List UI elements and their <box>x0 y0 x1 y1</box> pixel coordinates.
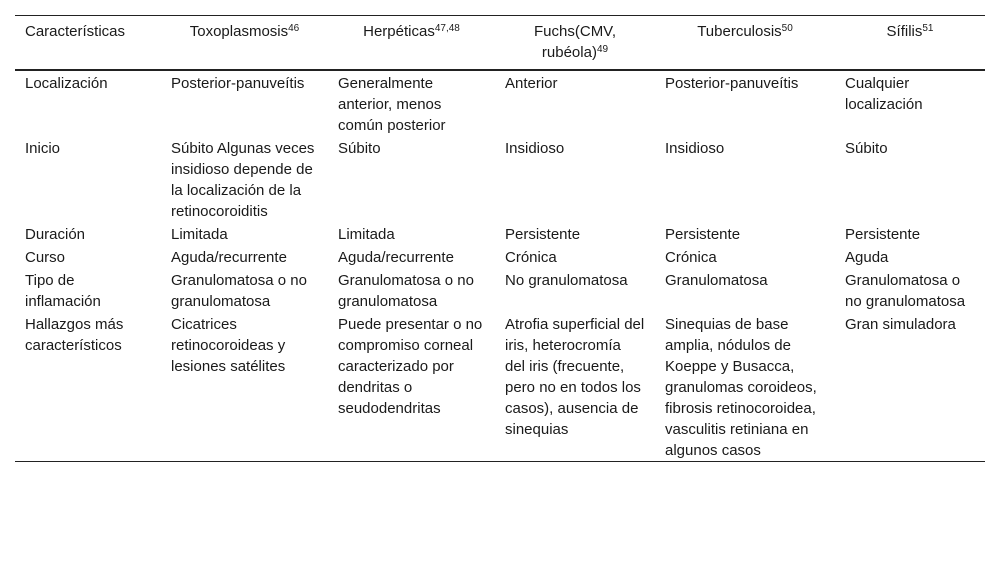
table-cell: Insidioso <box>505 140 565 157</box>
table-header-row <box>15 16 985 71</box>
table-cell: Persistente <box>665 226 741 243</box>
table-cell: Granulomatosa o no granulomatosa <box>171 272 307 310</box>
table-cell: Insidioso <box>665 140 725 157</box>
header-tuberculosis: Tuberculosis$^{50}$ <box>697 23 793 40</box>
table-cell: Crónica <box>665 249 717 266</box>
table-cell: Hallazgos más característicos <box>25 316 124 354</box>
table-cell: Limitada <box>171 226 228 243</box>
table-cell: Duración <box>25 226 86 243</box>
table-cell: Tipo de inflamación <box>25 272 101 310</box>
table-cell: Puede presentar o no compromiso corneal caracterizado por dendritas o seudodendritas <box>338 316 483 417</box>
table-cell: Súbito Algunas veces insidioso depende de la localización de la retinocoroiditis <box>171 140 315 220</box>
table-cell: Aguda <box>845 249 889 266</box>
table-cell: Curso <box>25 249 66 266</box>
table-cell: Crónica <box>505 249 557 266</box>
table-cell: Posterior-panuveítis <box>665 75 799 92</box>
table-cell: Súbito <box>845 140 888 157</box>
table-cell: Anterior <box>505 75 558 92</box>
reference-sup: 46 <box>288 23 300 34</box>
table-cell: Sinequias de base amplia, nódulos de Koeppe y Busacca, granulomas coroideos, fibrosis retinocoroidea, vasculitis retiniana en algunos casos <box>665 316 817 459</box>
table-cell: Persistente <box>505 226 581 243</box>
table-cell: Aguda/recurrente <box>338 249 454 266</box>
table-cell: No granulomatosa <box>505 272 628 289</box>
table-cell: Gran simuladora <box>845 316 956 333</box>
table-cell: Cualquier localización <box>845 75 923 113</box>
header-fuchs: Fuchs(CMV, rubéola)$^{49}$ <box>534 23 616 61</box>
table-cell: Posterior-panuveítis <box>171 75 305 92</box>
table-cell: Generalmente anterior, menos común posterior <box>338 75 446 134</box>
table-row-inicio <box>15 136 985 222</box>
reference-sup: 51 <box>922 23 934 34</box>
header-toxoplasmosis: Toxoplasmosis$^{46}$ <box>189 23 300 40</box>
table-row-duracion <box>15 222 985 245</box>
header-sifilis: Sífilis$^{51}$ <box>886 23 934 40</box>
table-cell: Limitada <box>338 226 395 243</box>
table-row-tipo-de-inflamacion <box>15 268 985 312</box>
table-cell: Inicio <box>25 140 61 157</box>
table-cell: Persistente <box>845 226 921 243</box>
reference-sup: 50 <box>781 23 793 34</box>
table-cell: Cicatrices retinocoroideas y lesiones satélites <box>171 316 286 375</box>
table-cell: Granulomatosa o no granulomatosa <box>845 272 966 310</box>
reference-sup: 47,48 <box>434 23 460 34</box>
table-cell: Granulomatosa <box>665 272 768 289</box>
reference-sup: 49 <box>596 44 609 55</box>
table-row-localizacion <box>15 70 985 136</box>
table-row-curso <box>15 245 985 268</box>
table-cell: Súbito <box>338 140 381 157</box>
uveitis-comparison-table-wrapper <box>15 15 985 462</box>
table-cell: Granulomatosa o no granulomatosa <box>338 272 474 310</box>
header-caracteristicas: Características <box>25 23 126 40</box>
header-herpeticas: Herpéticas$^{47,48}$ <box>363 23 460 40</box>
table-cell: Atrofia superficial del iris, heterocromía del iris (frecuente, pero no en todos los casos), ausencia de sinequias <box>505 316 645 438</box>
table-row-hallazgos <box>15 312 985 462</box>
table-cell: Aguda/recurrente <box>171 249 287 266</box>
uveitis-comparison-table <box>15 15 985 462</box>
table-cell: Localización <box>25 75 108 92</box>
